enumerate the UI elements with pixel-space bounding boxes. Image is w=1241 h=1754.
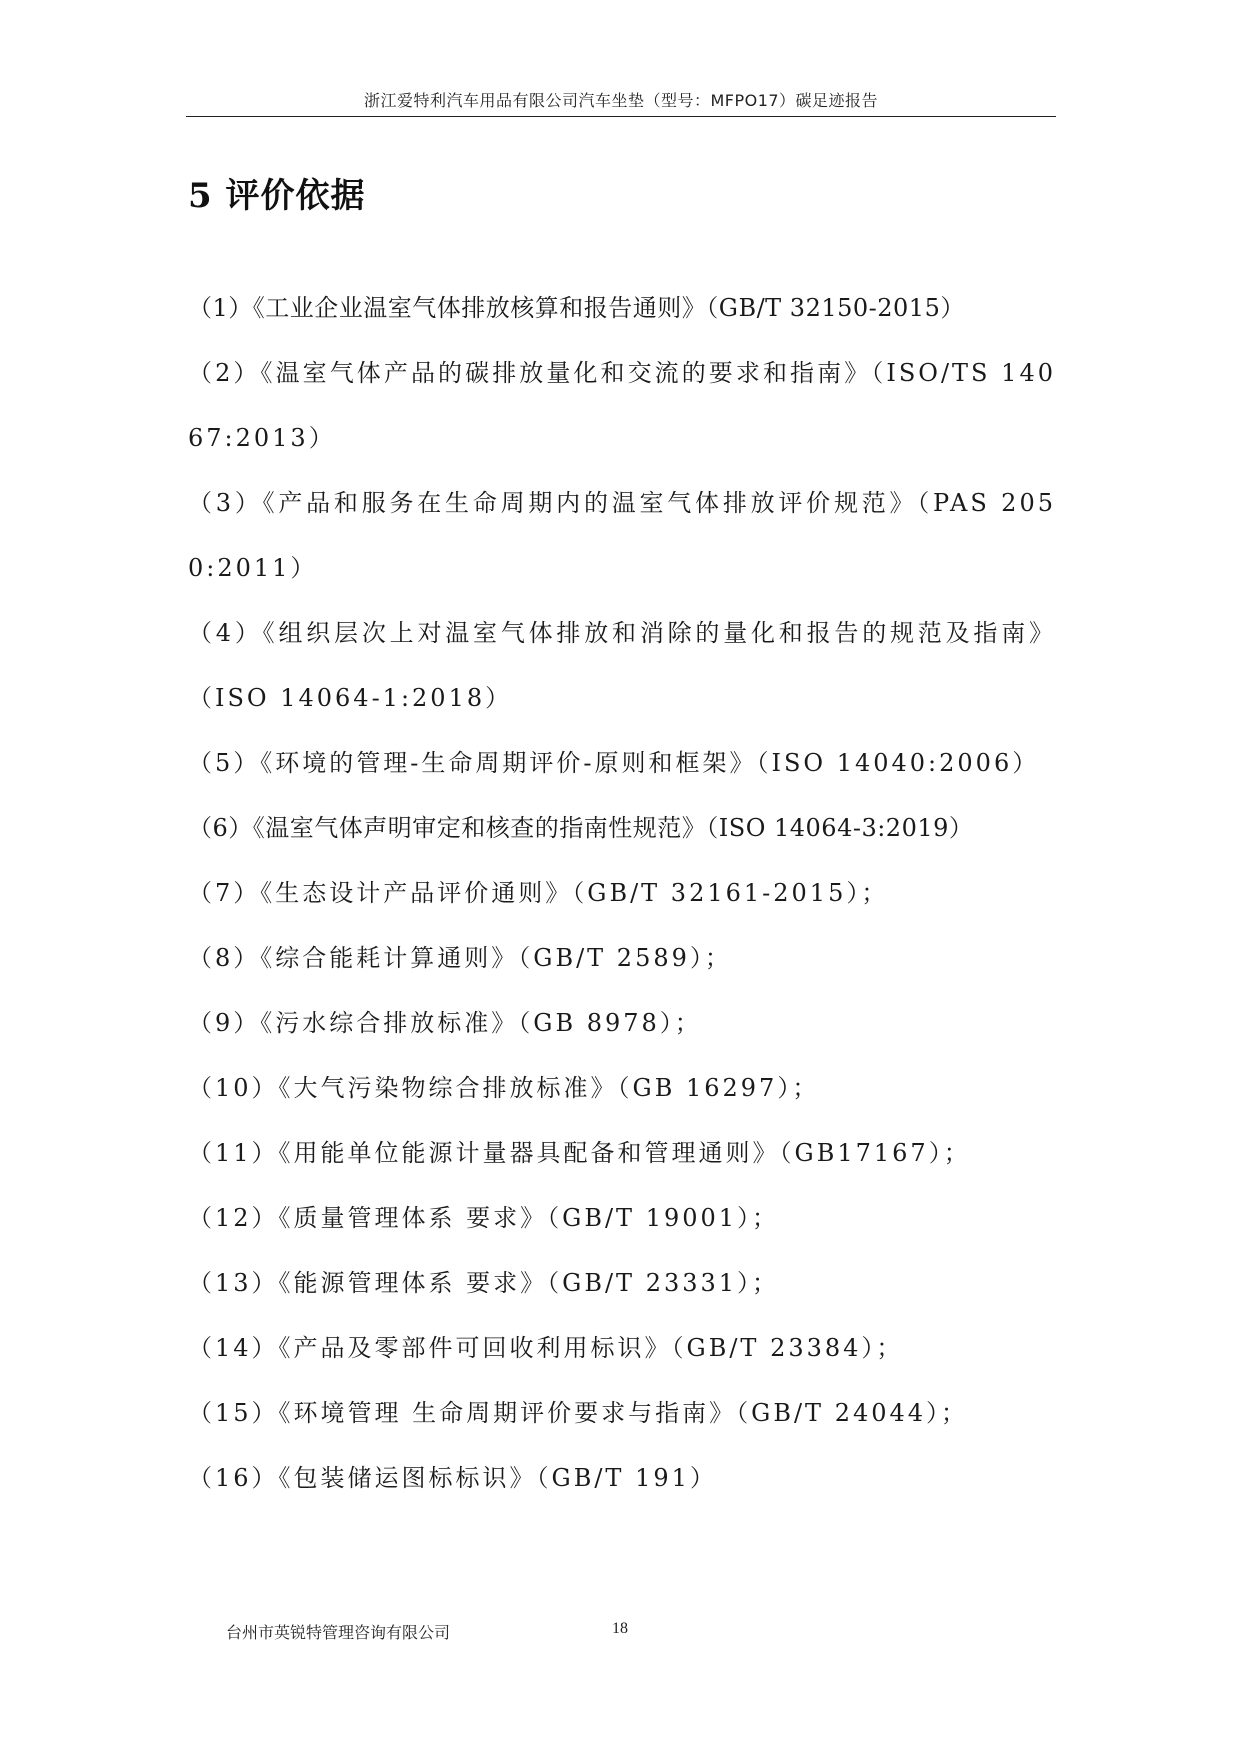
reference-item-15: （15）《环境管理 生命周期评价要求与指南》（GB/T 24044）； <box>188 1399 969 1427</box>
reference-item-9: （9）《污水综合排放标准》（GB 8978）； <box>188 1009 702 1037</box>
header-divider <box>186 116 1056 117</box>
page-number: 18 <box>612 1620 628 1637</box>
reference-item-7: （7）《生态设计产品评价通则》（GB/T 32161-2015）； <box>188 879 889 907</box>
reference-item-4: （4）《组织层次上对温室气体排放和消除的量化和报告的规范及指南》（ISO 14064-1:2018） <box>188 619 1056 712</box>
reference-item-10: （10）《大气污染物综合排放标准》（GB 16297）； <box>188 1074 820 1102</box>
reference-item-1: （1）《工业企业温室气体排放核算和报告通则》（GB/T 32150-2015） <box>188 294 965 322</box>
page-footer <box>0 1620 1241 1650</box>
reference-item-3: （3）《产品和服务在生命周期内的温室气体排放评价规范》（PAS 2050:2011） <box>188 489 1056 582</box>
reference-item-12: （12）《质量管理体系 要求》（GB/T 19001）； <box>188 1204 780 1232</box>
section-title: 5 评价依据 <box>188 176 366 216</box>
reference-item-14: （14）《产品及零部件可回收利用标识》（GB/T 23384）； <box>188 1334 904 1362</box>
reference-item-13: （13）《能源管理体系 要求》（GB/T 23331）； <box>188 1269 780 1297</box>
reference-item-8: （8）《综合能耗计算通则》（GB/T 2589）； <box>188 944 732 972</box>
reference-item-5: （5）《环境的管理-生命周期评价-原则和框架》（ISO 14040:2006） <box>188 749 1040 777</box>
reference-list <box>188 276 1056 1511</box>
reference-item-2: （2）《温室气体产品的碳排放量化和交流的要求和指南》（ISO/TS 14067:2013） <box>188 359 1056 452</box>
reference-item-11: （11）《用能单位能源计量器具配备和管理通则》（GB17167）； <box>188 1139 971 1167</box>
reference-item-6: （6）《温室气体声明审定和核查的指南性规范》（ISO 14064-3:2019） <box>188 814 974 842</box>
page-header: 浙江爱特利汽车用品有限公司汽车坐垫（型号：MFPO17）碳足迹报告 <box>363 91 879 110</box>
reference-item-16: （16）《包装储运图标标识》（GB/T 191） <box>188 1464 717 1492</box>
footer-company: 台州市英锐特管理咨询有限公司 <box>226 1623 451 1642</box>
